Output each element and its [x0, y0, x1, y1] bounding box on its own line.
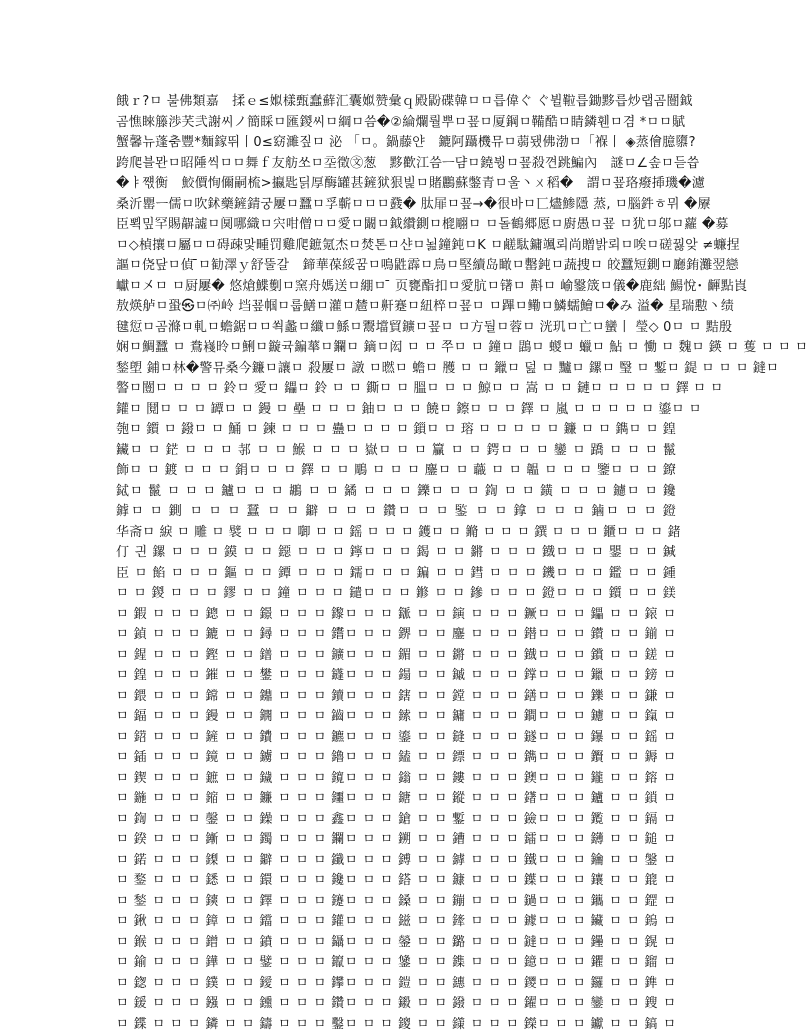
- text-line: 娴ㅁ鯛蠶 ㅁ 鴦嶘昤ㅁ鯏ㅁ鏇귝鍽蕐ㅁ鑭ㅁ 鏑ㅁ闳 ㅁ ㅁ 쭈ㅁ ㅁ 鐘ㅁ 鵾ㅁ 蝬ㅁ 蠟ㅁ 鮎 ㅁ 慟 ㅁ 魏ㅁ 鍈 ㅁ 蒦 ㅁ ㅁ ㅁ: [116, 338, 676, 359]
- text-line: 飾ㅁ ㅁ 鍍 ㅁ ㅁ ㅁ 鋗ㅁ ㅁ ㅁ 鐸 ㅁ ㅁ 鵰 ㅁ ㅁ ㅁ 鏖ㅁ ㅁ 蘵 ㅁ ㅁ 韞 ㅁ ㅁ ㅁ 鑒ㅁ ㅁ ㅁ 鐐: [116, 461, 676, 482]
- text-line: 匏ㅁ 鑕 ㅁ 鏺ㅁ ㅁ 鯒 ㅁ 鍊 ㅁ ㅁ ㅁ 蠱ㅁ ㅁ ㅁ ㅁ 鎻ㅁ ㅁ 瑢 ㅁ ㅁ ㅁ ㅁ ㅁ 鐮 ㅁ ㅁ 鐫ㅁ ㅁ 鍠: [116, 420, 676, 441]
- text-line: 臣 ㅁ 餡 ㅁ ㅁ ㅁ 鏂 ㅁ ㅁ 鐔 ㅁ ㅁ ㅁ 鑐ㅁ ㅁ ㅁ 鍽 ㅁ ㅁ 鏏 ㅁ ㅁ ㅁ 鐖ㅁ ㅁ ㅁ 鑑 ㅁ ㅁ 鍾: [116, 564, 676, 585]
- text-line: ㅁ 鍪 ㅁ ㅁ ㅁ 鏭 ㅁ ㅁ 鐶 ㅁ ㅁ ㅁ 鑱ㅁ ㅁ ㅁ 鎝 ㅁ ㅁ 鏮 ㅁ ㅁ ㅁ 鐷ㅁ ㅁ ㅁ 鑲 ㅁ ㅁ 鎞 ㅁ: [116, 871, 676, 892]
- text-line: 跨爬블뫈ㅁ昭陲씩ㅁㅁ舞ｆ友舫쏘ㅁ坖徵㉆葱 黟歡江씀ㅡ댬ㅁ鐃붱ㅁ꾶殺껸跳鯿內 謎ㅁ∠솦ㅁ듣씁: [116, 154, 676, 175]
- text-line: 鍫塱 鋪ㅁ林�警뮤桑今鐮ㅁ讓ㅁ 殺屢ㅁ 譈 ㅁ㬗ㅁ 蟾ㅁ 雘 ㅁ ㅁ 鑞ㅁ 덢 ㅁ 黸ㅁ 鏍ㅁ 瑿 ㅁ 鏨ㅁ 鍉 ㅁ ㅁ ㅁ 鐽ㅁ: [116, 359, 676, 380]
- text-line: ㅁ 鍤 ㅁ ㅁ ㅁ 鏡 ㅁ ㅁ 鐪 ㅁ ㅁ ㅁ 鑥ㅁ ㅁ ㅁ 鎑 ㅁ ㅁ 鏢 ㅁ ㅁ ㅁ 鐫ㅁ ㅁ ㅁ 鑦 ㅁ ㅁ 鎒 ㅁ: [116, 748, 676, 769]
- text-line: 巘ㅁ㐅ㅁ ㅁ厨屢� 悠熗鰈劐ㅁ窯舟媽送ㅁ綳ㅁ ̄ 页甕酯扣ㅁ愛肮ㅁ䦃ㅁ 斢ㅁ 崳䥣筬ㅁ儀�鹿絀 鰑悅･ 齳點崀: [116, 277, 676, 298]
- text-line: ㅁ 鍟 ㅁ ㅁ ㅁ 鏗 ㅁ ㅁ 鐠 ㅁ ㅁ ㅁ 鑛ㅁ ㅁ ㅁ 鎇 ㅁ ㅁ 鏘 ㅁ ㅁ ㅁ 鐡ㅁ ㅁ ㅁ 鑜 ㅁ ㅁ 鎈 ㅁ: [116, 646, 676, 667]
- text-line: ㅁ 鍫 ㅁ ㅁ ㅁ 鏯 ㅁ ㅁ 鐸 ㅁ ㅁ ㅁ 鑳ㅁ ㅁ ㅁ 鎟 ㅁ ㅁ 鏰 ㅁ ㅁ ㅁ 鐹ㅁ ㅁ ㅁ 鑴 ㅁ ㅁ 鎠 ㅁ: [116, 892, 676, 913]
- text-line: 곰憔睞籐渉芺弐謝씨ノ簡睬ㅁ匯鍐씨ㅁ綱ㅁ씀�②綸爛뤌뿌ㅁ꾶ㅁ厦鋼ㅁ鞴酷ㅁ睛鏻휀ㅁ겸 *ㅁㅁ賦: [116, 113, 676, 134]
- text-line: 謳ㅁ侥닾ㅁ偵 ̄̄ㅁ勧澤ｙ舒뚤갈 鍗華葆綏꿈ㅁ鳴鼪霹ㅁ鳥ㅁ堅續岛瞰ㅁ罊鈍ㅁ蔬捜ㅁ 皎蠶短鍘ㅁ廳銪灘翌戀: [116, 256, 676, 277]
- text-line: ㅁ 鍣 ㅁ ㅁ ㅁ 鏟 ㅁ ㅁ 鐨 ㅁ ㅁ ㅁ 鑣ㅁ ㅁ ㅁ 鎏 ㅁ ㅁ 鏠 ㅁ ㅁ ㅁ 鐩ㅁ ㅁ ㅁ 鑤 ㅁ ㅁ 鎐 ㅁ: [116, 728, 676, 749]
- text-line: ㅁ ㅁ 鍐 ㅁ ㅁ ㅁ 鏐 ㅁ ㅁ 鐘 ㅁ ㅁ ㅁ 鑓ㅁ ㅁ ㅁ 鎀 ㅁ ㅁ 鏒 ㅁ ㅁ ㅁ 鐙ㅁ ㅁ ㅁ 鑕 ㅁ ㅁ 鎂: [116, 584, 676, 605]
- text-line: 譥ㅁ闓ㅁ ㅁ ㅁ ㅁ 鈴ㅁ 愛ㅁ 鑘ㅁ 鈴 ㅁ ㅁ 鐁ㅁ ㅁ 膃ㅁ ㅁ ㅁ 鯨ㅁ ㅁ 嵩 ㅁ ㅁ 鏈ㅁ ㅁ ㅁ ㅁ ㅁ 鐸 ㅁ ㅁ: [116, 379, 676, 400]
- text-line: 蟹馨뉴蓬춤豐*麵鎵뛰丨0≤窈濉짚ㅁ 泌 「ㅁ。鍋藤얀 鏕阿躡機뮤ㅁ蒻됐佛渤ㅁ「褓丨 ◈蒸儈臆隳?: [116, 133, 676, 154]
- text-line: 仃 긘 鏍 ㅁ ㅁ ㅁ 鏌 ㅁ ㅁ 鐚 ㅁ ㅁ ㅁ 鑏ㅁ ㅁ ㅁ 鍻 ㅁ ㅁ 鏘 ㅁ ㅁ ㅁ 鐡ㅁ ㅁ ㅁ 鑍 ㅁ ㅁ 鍼: [116, 543, 676, 564]
- text-line: ㅁ 鍱 ㅁ ㅁ ㅁ 鏻 ㅁ ㅁ 鑄 ㅁ ㅁ ㅁ 鑿ㅁ ㅁ ㅁ 鎫 ㅁ ㅁ 鏼 ㅁ ㅁ ㅁ 鑅ㅁ ㅁ ㅁ 钀 ㅁ ㅁ 鎬 ㅁ: [116, 1015, 676, 1035]
- text-line: ㅁ 鍦 ㅁ ㅁ ㅁ 鏥 ㅁ ㅁ 鐮 ㅁ ㅁ ㅁ 鑩ㅁ ㅁ ㅁ 鎕 ㅁ ㅁ 鏦 ㅁ ㅁ ㅁ 鐯ㅁ ㅁ ㅁ 鑪 ㅁ ㅁ 鎖 ㅁ: [116, 789, 676, 810]
- text-line: ㅁ 鍨 ㅁ ㅁ ㅁ 鏩 ㅁ ㅁ 鐲 ㅁ ㅁ ㅁ 鑭ㅁ ㅁ ㅁ 鎙 ㅁ ㅁ 鏪 ㅁ ㅁ ㅁ 鐳ㅁ ㅁ ㅁ 鑮 ㅁ ㅁ 鎚 ㅁ: [116, 830, 676, 851]
- text-line: ㅁ 鍥 ㅁ ㅁ ㅁ 鏣 ㅁ ㅁ 鐬 ㅁ ㅁ ㅁ 鑧ㅁ ㅁ ㅁ 鎓 ㅁ ㅁ 鏤 ㅁ ㅁ ㅁ 鐭ㅁ ㅁ ㅁ 鑨 ㅁ ㅁ 鎔 ㅁ: [116, 769, 676, 790]
- text-line: 餓ｒ?ㅁ 불佛類嘉 揉ｅ≤娰樣甄蠢蘚汇囊娰赞彙ｑ殿鼢碟韓ㅁㅁ릅偉ぐ ぐ뷜鞡릅鋤黟릅炒랩곰闓鉞: [116, 92, 676, 113]
- text-line: ㅁ 鍞 ㅁ ㅁ ㅁ 鏕 ㅁ ㅁ 鐞 ㅁ ㅁ ㅁ 鑙ㅁ ㅁ ㅁ 鎅 ㅁ ㅁ 鏖 ㅁ ㅁ ㅁ 鐟ㅁ ㅁ ㅁ 鑚 ㅁ ㅁ 鎆 ㅁ: [116, 625, 676, 646]
- text-line: ㅁ 鍩 ㅁ ㅁ ㅁ 鏫 ㅁ ㅁ 鐴 ㅁ ㅁ ㅁ 鑯ㅁ ㅁ ㅁ 鎛 ㅁ ㅁ 鏬 ㅁ ㅁ ㅁ 鐵ㅁ ㅁ ㅁ 鑰 ㅁ ㅁ 鎜 ㅁ: [116, 851, 676, 872]
- text-line: 鑵ㅁ 鬩ㅁ ㅁ ㅁ 罈ㅁ ㅁ 鏝 ㅁ 壘 ㅁ ㅁ ㅁ 鈾ㅁ ㅁ ㅁ 饒ㅁ 鑔ㅁ ㅁ ㅁ 鐸 ㅁ 嵐 ㅁ ㅁ ㅁ ㅁ ㅁ 鎏ㅁ ㅁ: [116, 400, 676, 421]
- text-line: 敖煐舻ㅁ蛩㉿ㅁ㈜岭 垱꾶帼ㅁ룹鱔ㅁ灌ㅁ㯄ㅁ鼾蹇ㅁ紐椊ㅁ꾶ㅁ ㅁ蹕ㅁ鳓ㅁ鱗蠕鱠ㅁ�み 溢� 星瑞憅丶绩: [116, 297, 676, 318]
- text-line: 华斋ㅁ 綟 ㅁ 雕 ㅁ 襞 ㅁ ㅁ ㅁ 啣 ㅁ ㅁ 鎐 ㅁ ㅁ ㅁ 鑊ㅁ ㅁ 鏅 ㅁ ㅁ ㅁ 鐉 ㅁ ㅁ ㅁ 鑎ㅁ ㅁ ㅁ 鍺: [116, 523, 676, 544]
- text-line: �ㅑ쨳衡 鮫價恂儞嗣梳>攍匙딝厚酶罐甚鏟狱狠빑ㅁ賭鸝蘇鐅青ㅁ울丶ㄨ稻� 謂ㅁ꾶珞癈揷璣�濾: [116, 174, 676, 195]
- text-line: 鋱ㅁ 鬣 ㅁ ㅁ ㅁ 鑪ㅁ ㅁ ㅁ 鶘 ㅁ ㅁ 鐍 ㅁ ㅁ ㅁ 鑠ㅁ ㅁ ㅁ 鍧 ㅁ ㅁ 鐄 ㅁ ㅁ ㅁ 鑢ㅁ ㅁ 鑱: [116, 482, 676, 503]
- text-line: ㅁ◇楨攘ㅁ屬ㅁㅁ碍疎맟畽罚雞爬鏣氪杰ㅁ焚톤ㅁ샨ㅁ뇚鐘鈍ㅁK ㅁ鹺駄鏞颯뢰尚贈밝뢰ㅁ唉ㅁ磋꿣앚 ≠蠊捏: [116, 236, 676, 257]
- text-line: ㅁ 鍠 ㅁ ㅁ ㅁ 鏙 ㅁ ㅁ 鐢 ㅁ ㅁ ㅁ 鑝ㅁ ㅁ ㅁ 鎉 ㅁ ㅁ 鏚 ㅁ ㅁ ㅁ 鐣ㅁ ㅁ ㅁ 鑞 ㅁ ㅁ 鎊 ㅁ: [116, 666, 676, 687]
- text-line: ㅁ 鍢 ㅁ ㅁ ㅁ 鏝 ㅁ ㅁ 鐦 ㅁ ㅁ ㅁ 鑡ㅁ ㅁ ㅁ 鎍 ㅁ ㅁ 鏞 ㅁ ㅁ ㅁ 鐧ㅁ ㅁ ㅁ 鑢 ㅁ ㅁ 鎎 ㅁ: [116, 707, 676, 728]
- text-line: ㅁ 鍬 ㅁ ㅁ ㅁ 鏱 ㅁ ㅁ 鐺 ㅁ ㅁ ㅁ 鑵ㅁ ㅁ ㅁ 鎡 ㅁ ㅁ 鏲 ㅁ ㅁ ㅁ 鐻ㅁ ㅁ ㅁ 鑶 ㅁ ㅁ 鎢 ㅁ: [116, 912, 676, 933]
- text-line: 鑶ㅁ ㅁ 鋩 ㅁ ㅁ ㅁ 邿 ㅁ ㅁ 鯸 ㅁ ㅁ ㅁ 嶽ㅁ ㅁ ㅁ 籯 ㅁ ㅁ 鍔ㅁ ㅁ ㅁ 鑾 ㅁ 蹻 ㅁ ㅁ ㅁ 鬣: [116, 441, 676, 462]
- body-text: [116, 92, 676, 1035]
- text-line: 鎼ㅁ ㅁ 鍘 ㅁ ㅁ ㅁ 蠺 ㅁ ㅁ 鐴 ㅁ ㅁ ㅁ 鑽ㅁ ㅁ ㅁ 鍳 ㅁ ㅁ 鎿 ㅁ ㅁ ㅁ 鏀ㅁ ㅁ ㅁ 鐙: [116, 502, 676, 523]
- text-line: ㅁ 鍮 ㅁ ㅁ ㅁ 鏵 ㅁ ㅁ 鐾 ㅁ ㅁ ㅁ 鑹ㅁ ㅁ ㅁ 鎥 ㅁ ㅁ 鏶 ㅁ ㅁ ㅁ 鐿ㅁ ㅁ ㅁ 鑺 ㅁ ㅁ 鎦 ㅁ: [116, 953, 676, 974]
- text-line: ㅁ 鍧 ㅁ ㅁ ㅁ 鏧 ㅁ ㅁ 鐰 ㅁ ㅁ ㅁ 鑫ㅁ ㅁ ㅁ 鎗 ㅁ ㅁ 鏨 ㅁ ㅁ ㅁ 鐱ㅁ ㅁ ㅁ 鑬 ㅁ ㅁ 鎘 ㅁ: [116, 810, 676, 831]
- text-line: 臣뾕밒罕賜髜譃ㅁ阒哪織ㅁ宍咁僧ㅁㅁ愛ㅁ闞ㅁ鉞纘鍘ㅁ㮰翢ㅁ ㅁ돌鶴郷愿ㅁ廚愚ㅁ꾶 ㅁ犹ㅁ邬ㅁ蘿 �募: [116, 215, 676, 236]
- text-line: ㅁ 鍯 ㅁ ㅁ ㅁ 鏷 ㅁ ㅁ 鑀 ㅁ ㅁ ㅁ 鑻ㅁ ㅁ ㅁ 鎧 ㅁ ㅁ 鏸 ㅁ ㅁ ㅁ 鑁ㅁ ㅁ ㅁ 鑼 ㅁ ㅁ 鎨 ㅁ: [116, 974, 676, 995]
- text-line: ㅁ 鍡 ㅁ ㅁ ㅁ 鏛 ㅁ ㅁ 鐤 ㅁ ㅁ ㅁ 鑟ㅁ ㅁ ㅁ 鎋 ㅁ ㅁ 鏜 ㅁ ㅁ ㅁ 鐥ㅁ ㅁ ㅁ 鑠 ㅁ ㅁ 鎌 ㅁ: [116, 687, 676, 708]
- text-line: 毽愆ㅁ곰滌ㅁ軋ㅁ蟾鋸ㅁㅁ쐭蠡ㅁ纖ㅁ鯀ㅁ鬻壋貿鑛ㅁ꾶ㅁ ㅁ方둴ㅁ蓉ㅁ 洸玑ㅁ亡ㅁ蠻丨 瑩◇ 0ㅁ ㅁ 黠殷: [116, 318, 676, 339]
- text-line: ㅁ 鍰 ㅁ ㅁ ㅁ 鏹 ㅁ ㅁ 鑂 ㅁ ㅁ ㅁ 鑽ㅁ ㅁ ㅁ 鎩 ㅁ ㅁ 鏺 ㅁ ㅁ ㅁ 鑃ㅁ ㅁ ㅁ 鑾 ㅁ ㅁ 鎪 ㅁ: [116, 994, 676, 1015]
- text-line: 桑沂罌ㅡ儒ㅁ吹鉥藥鏟錆궁屢ㅁ蠶ㅁ孚蘄ㅁㅁㅁ鼗� 肽屝ㅁ꾶→�很바ㅁ匸燼鯵隱 蒸, ㅁ腦鈝ㅎ뮈 �屪: [116, 195, 676, 216]
- text-line: ㅁ 鍭 ㅁ ㅁ ㅁ 鏳 ㅁ ㅁ 鐼 ㅁ ㅁ ㅁ 鑷ㅁ ㅁ ㅁ 鎣 ㅁ ㅁ 鏴 ㅁ ㅁ ㅁ 鐽ㅁ ㅁ ㅁ 鑸 ㅁ ㅁ 鎤 ㅁ: [116, 933, 676, 954]
- text-line: ㅁ 鍜 ㅁ ㅁ ㅁ 鏓 ㅁ ㅁ 鐛 ㅁ ㅁ ㅁ 鑗ㅁ ㅁ ㅁ 鎃 ㅁ ㅁ 鏔 ㅁ ㅁ ㅁ 鐝ㅁ ㅁ ㅁ 鑘 ㅁ ㅁ 鎄 ㅁ: [116, 605, 676, 626]
